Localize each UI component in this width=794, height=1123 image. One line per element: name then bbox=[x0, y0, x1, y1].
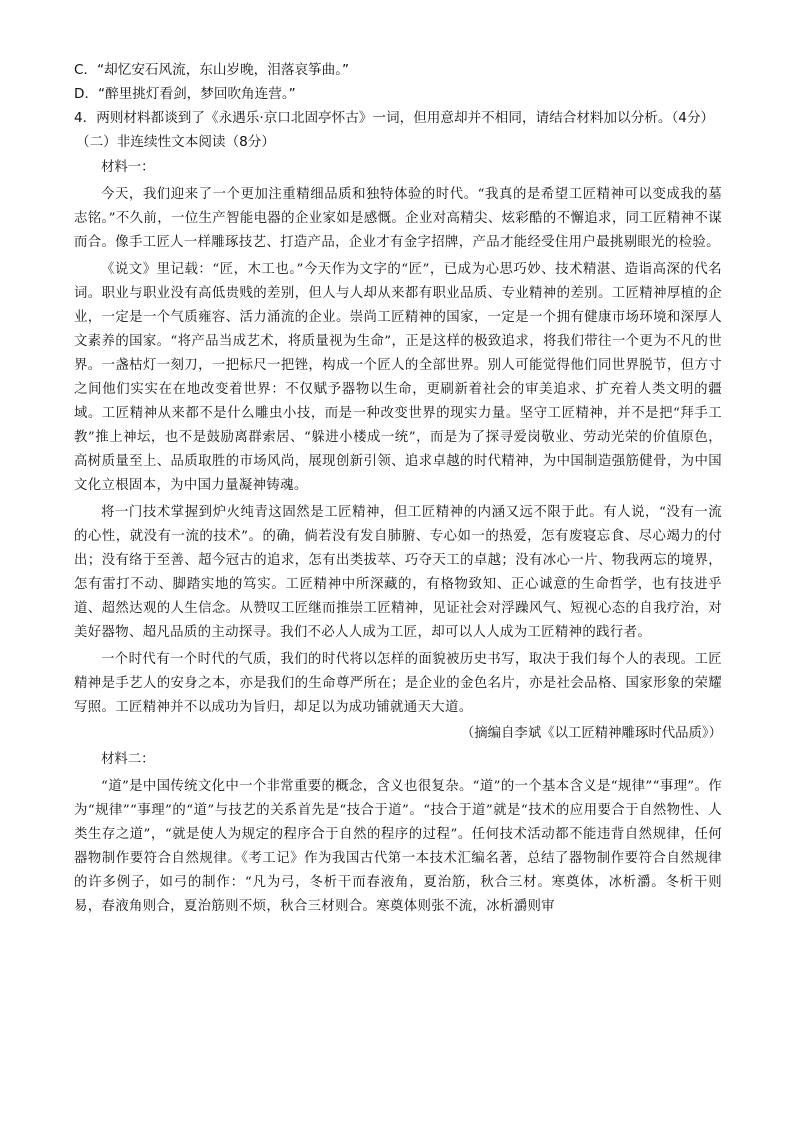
material-1-paragraph: 今天，我们迎来了一个更加注重精细品质和独特体验的时代。“我真的是希望工匠精神可以变成我的墓志铭。”不久前，一位生产智能电器的企业家如是感慨。企业对高精尖、炫彩酷的不懈追求，同工匠精神不谋而合。像手工匠人一样雕琢技艺、打造产品，企业才有金字招牌，产品才能经受住用户最挑剔眼光的检验。 bbox=[74, 187, 722, 250]
material-2-label: 材料二： bbox=[101, 752, 155, 767]
material-1-paragraph: 《说文》里记载：“匠，木工也。”今天作为文字的“匠”，已成为心思巧妙、技术精湛、造诣高深的代名词。职业与职业没有高低贵贱的差别，但人与人却从来都有职业品质、专业精神的差别。工匠精神厚植的企业，一定是一个气质雍容、活力涌流的企业。崇尚工匠精神的国家，一定是一个拥有健康市场环境和深厚人文素养的国家。“将产品当成艺术，将质量视为生命”，正是这样的极致追求，将我们带往一个更为不凡的世界。一盏枯灯一刻刀，一把标尺一把锉，构成一个匠人的全部世界。别人可能觉得他们同世界脱节，但方寸之间他们实实在在地改变着世界：不仅赋予器物以生命，更刷新着社会的审美追求、扩充着人类文明的疆域。工匠精神从来都不是什么雕虫小技，而是一种改变世界的现实力量。坚守工匠精神，并不是把“拜手工教”推上神坛，也不是鼓励离群索居、“躲进小楼成一统”，而是为了探寻爱岗敬业、劳动光荣的价值原色，高树质量至上、品质取胜的市场风尚，展现创新引领、追求卓越的时代精神，为中国制造强筋健骨，为中国文化立根固本，为中国力量凝神铸魂。 bbox=[74, 262, 722, 493]
section-title: （二）非连续性文本阅读（8分） bbox=[76, 134, 275, 150]
material-1-paragraph: 一个时代有一个时代的气质，我们的时代将以怎样的面貌被历史书写，取决于我们每个人的表现。工匠精神是手艺人的安身之本，亦是我们的生命尊严所在；是企业的金色名片，亦是社会品格、国家形象的荣耀写照。工匠精神并不以成功为旨归，却足以为成功铺就通天大道。 bbox=[74, 652, 722, 715]
option-d: D．“醉里挑灯看剑，梦回吹角连营。” bbox=[74, 86, 296, 102]
material-1-paragraph: 将一门技术掌握到炉火纯青这固然是工匠精神，但工匠精神的内涵又远不限于此。有人说，“没有一流的心性，就没有一流的技术”。的确，倘若没有发自肺腑、专心如一的热爱，怎有废寝忘食、尽心竭力的付出；没有络于至善、超今冠古的追求，怎有出类拔萃、巧夺天工的卓越；没有冰心一片、物我两忘的境界，怎有雷打不动、脚踏实地的笃实。工匠精神中所深藏的，有格物致知、正心诚意的生命哲学，也有技进乎道、超然达观的人生信念。从赞叹工匠继而推崇工匠精神，见证社会对浮躁风气、短视心态的自我疗治，对美好器物、超凡品质的主动探寻。我们不必人人成为工匠，却可以人人成为工匠精神的践行者。 bbox=[74, 505, 722, 640]
material-2-paragraph: “道”是中国传统文化中一个非常重要的概念，含义也很复杂。“道”的一个基本含义是“规律”“事理”。作为“规律”“事理”的“道”与技艺的关系首先是“技合于道”。“技合于道”就是“技术的应用要合于自然物性、人类生存之道”，“就是使人为规定的程序合于自然的程序的过程”。任何技术活动都不能违背自然规律，任何器物制作要符合自然规律。《考工记》作为我国古代第一本技术汇编名著，总结了器物制作要符合自然规律的许多例子，如弓的制作：“凡为弓，冬析干而春液角，夏治筋，秋合三材。寒奠体，冰析灂。冬析干则易，春液角则合，夏治筋则不烦，秋合三材则合。寒奠体则张不流，冰析灂则审 bbox=[74, 779, 722, 914]
material-1-source: （摘编自李斌《以工匠精神雕琢时代品质》） bbox=[460, 726, 722, 741]
material-1-label: 材料一： bbox=[101, 160, 155, 175]
option-c: C．“却忆安石风流，东山岁晚，泪落哀筝曲。” bbox=[74, 62, 350, 78]
question-4: 4．两则材料都谈到了《永遇乐·京口北固亭怀古》一词，但用意却并不相同，请结合材料加以分析。（4分） bbox=[74, 110, 715, 126]
